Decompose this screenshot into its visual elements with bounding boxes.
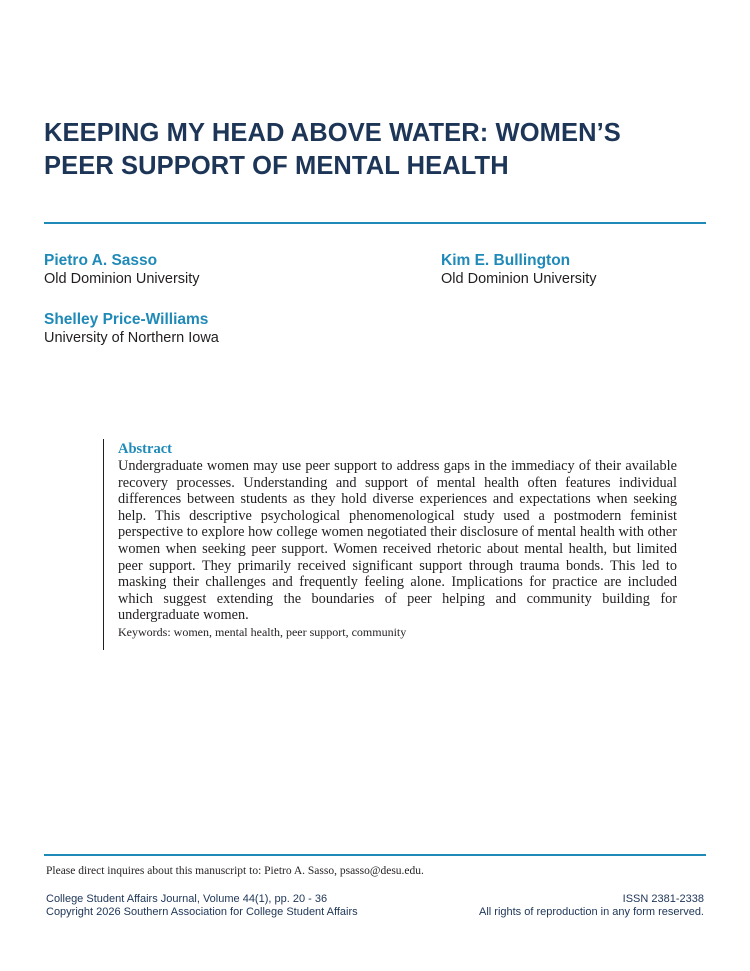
author-affiliation: University of Northern Iowa bbox=[44, 330, 219, 346]
footer-divider bbox=[44, 854, 706, 856]
title-divider bbox=[44, 222, 706, 224]
author-name: Kim E. Bullington bbox=[441, 252, 571, 269]
footer-journal-info bbox=[46, 893, 358, 919]
abstract-section bbox=[103, 439, 677, 650]
journal-citation: College Student Affairs Journal, Volume 44(1), pp. 20 - 36 bbox=[46, 893, 328, 905]
rights-notice: All rights of reproduction in any form reserved. bbox=[479, 906, 704, 918]
author-block-price-williams bbox=[44, 310, 219, 348]
author-name: Shelley Price-Williams bbox=[44, 311, 209, 328]
author-block-sasso bbox=[44, 251, 200, 289]
article-title bbox=[44, 117, 704, 183]
article-title-line-2: PEER SUPPORT OF MENTAL HEALTH bbox=[44, 152, 509, 180]
copyright-notice: Copyright 2026 Southern Association for College Student Affairs bbox=[46, 906, 358, 918]
abstract-keywords: Keywords: women, mental health, peer support, community bbox=[118, 624, 407, 639]
issn: ISSN 2381-2338 bbox=[622, 893, 704, 905]
author-affiliation: Old Dominion University bbox=[441, 271, 597, 287]
author-block-bullington bbox=[441, 251, 597, 289]
correspondence-note: Please direct inquires about this manuscript to: Pietro A. Sasso, psasso@desu.edu. bbox=[46, 865, 424, 877]
abstract-body: Undergraduate women may use peer support to address gaps in the immediacy of their available recovery processes. Understanding and support of mental health often features individual differences between students as they hold diverse experiences and expectations when seeking help. This descriptive psychological phenomenological study used a postmodern feminist perspective to explore how college women negotiated their disclosure of mental health with other women when seeking peer support. Women received rhetoric about mental health, but limited peer support. They primarily received significant support through trauma bonds. This led to masking their challenges and frequently feeling alone. Implications for practice are included which suggest extending the boundaries of peer helping and community building for undergraduate women. bbox=[118, 458, 677, 624]
abstract-heading: Abstract bbox=[118, 441, 172, 457]
author-affiliation: Old Dominion University bbox=[44, 271, 200, 287]
article-title-line-1: KEEPING MY HEAD ABOVE WATER: WOMEN’S bbox=[44, 119, 621, 147]
footer-rights-info bbox=[479, 893, 704, 919]
author-name: Pietro A. Sasso bbox=[44, 252, 158, 269]
